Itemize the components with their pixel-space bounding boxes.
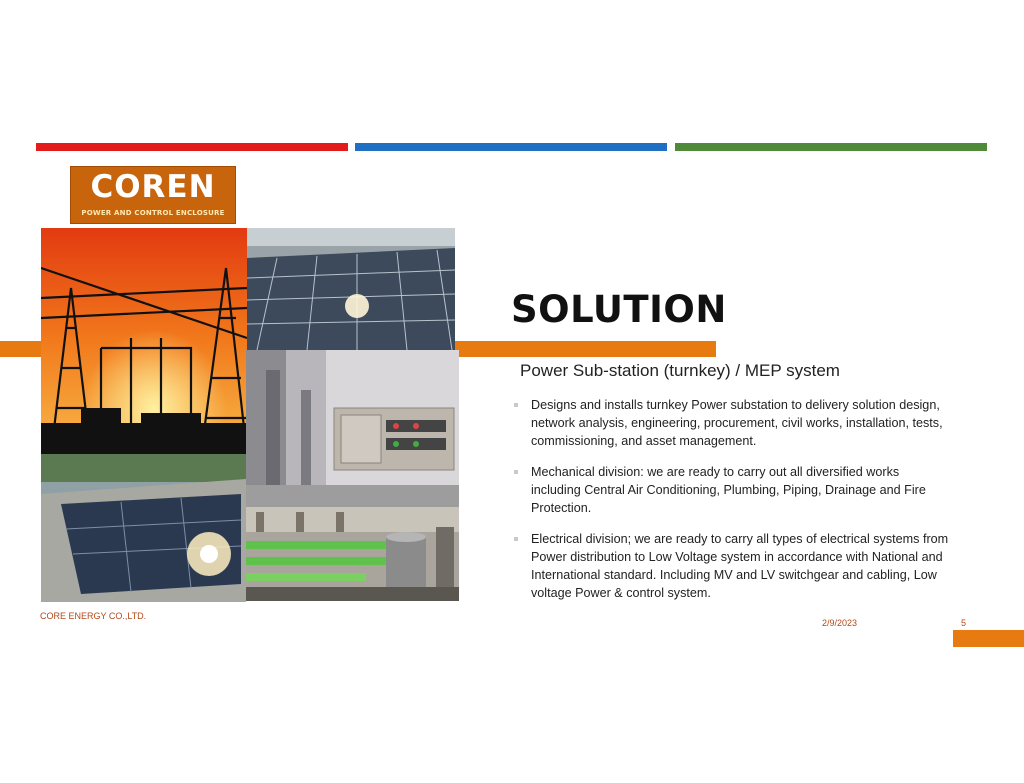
mechanical-plant-photo [246, 507, 459, 601]
logo-main-text: COREN [90, 169, 216, 205]
top-bar-blue [355, 143, 667, 151]
footer-page-number: 5 [961, 618, 967, 628]
logo-sub-text: POWER AND CONTROL ENCLOSURE [81, 209, 225, 217]
bullet-item-electrical: Electrical division; we are ready to carry all types of electrical systems from Power distribution to Low Voltage system in accordance with National and International standard. Including MV and LV switchgear and cabling, Low voltage Power & control system. [512, 530, 952, 602]
bullet-list [512, 396, 952, 615]
slide-subtitle: Power Sub-station (turnkey) / MEP system [520, 361, 840, 380]
footer-date: 2/9/2023 [822, 618, 858, 628]
substation-sunset-photo [41, 228, 247, 454]
accent-bar-bottom-right [953, 630, 1024, 647]
slide-title: SOLUTION [511, 288, 727, 331]
bullet-item-substation: Designs and installs turnkey Power substation to delivery solution design, network analysis, engineering, procurement, civil works, installation, tests, commissioning, and asset management. [512, 396, 952, 450]
coren-logo [70, 166, 236, 224]
bullet-item-mechanical: Mechanical division: we are ready to carry out all diversified works including Central Air Conditioning, Plumbing, Piping, Drainage and Fire Protection. [512, 463, 952, 517]
top-bar-green [675, 143, 987, 151]
solar-roof-sunlight-photo [41, 454, 246, 602]
footer-company: CORE ENERGY CO.,LTD. [40, 611, 147, 621]
top-bar-red [36, 143, 348, 151]
electrical-panel-photo [246, 350, 459, 507]
rooftop-solar-photo [247, 228, 455, 350]
